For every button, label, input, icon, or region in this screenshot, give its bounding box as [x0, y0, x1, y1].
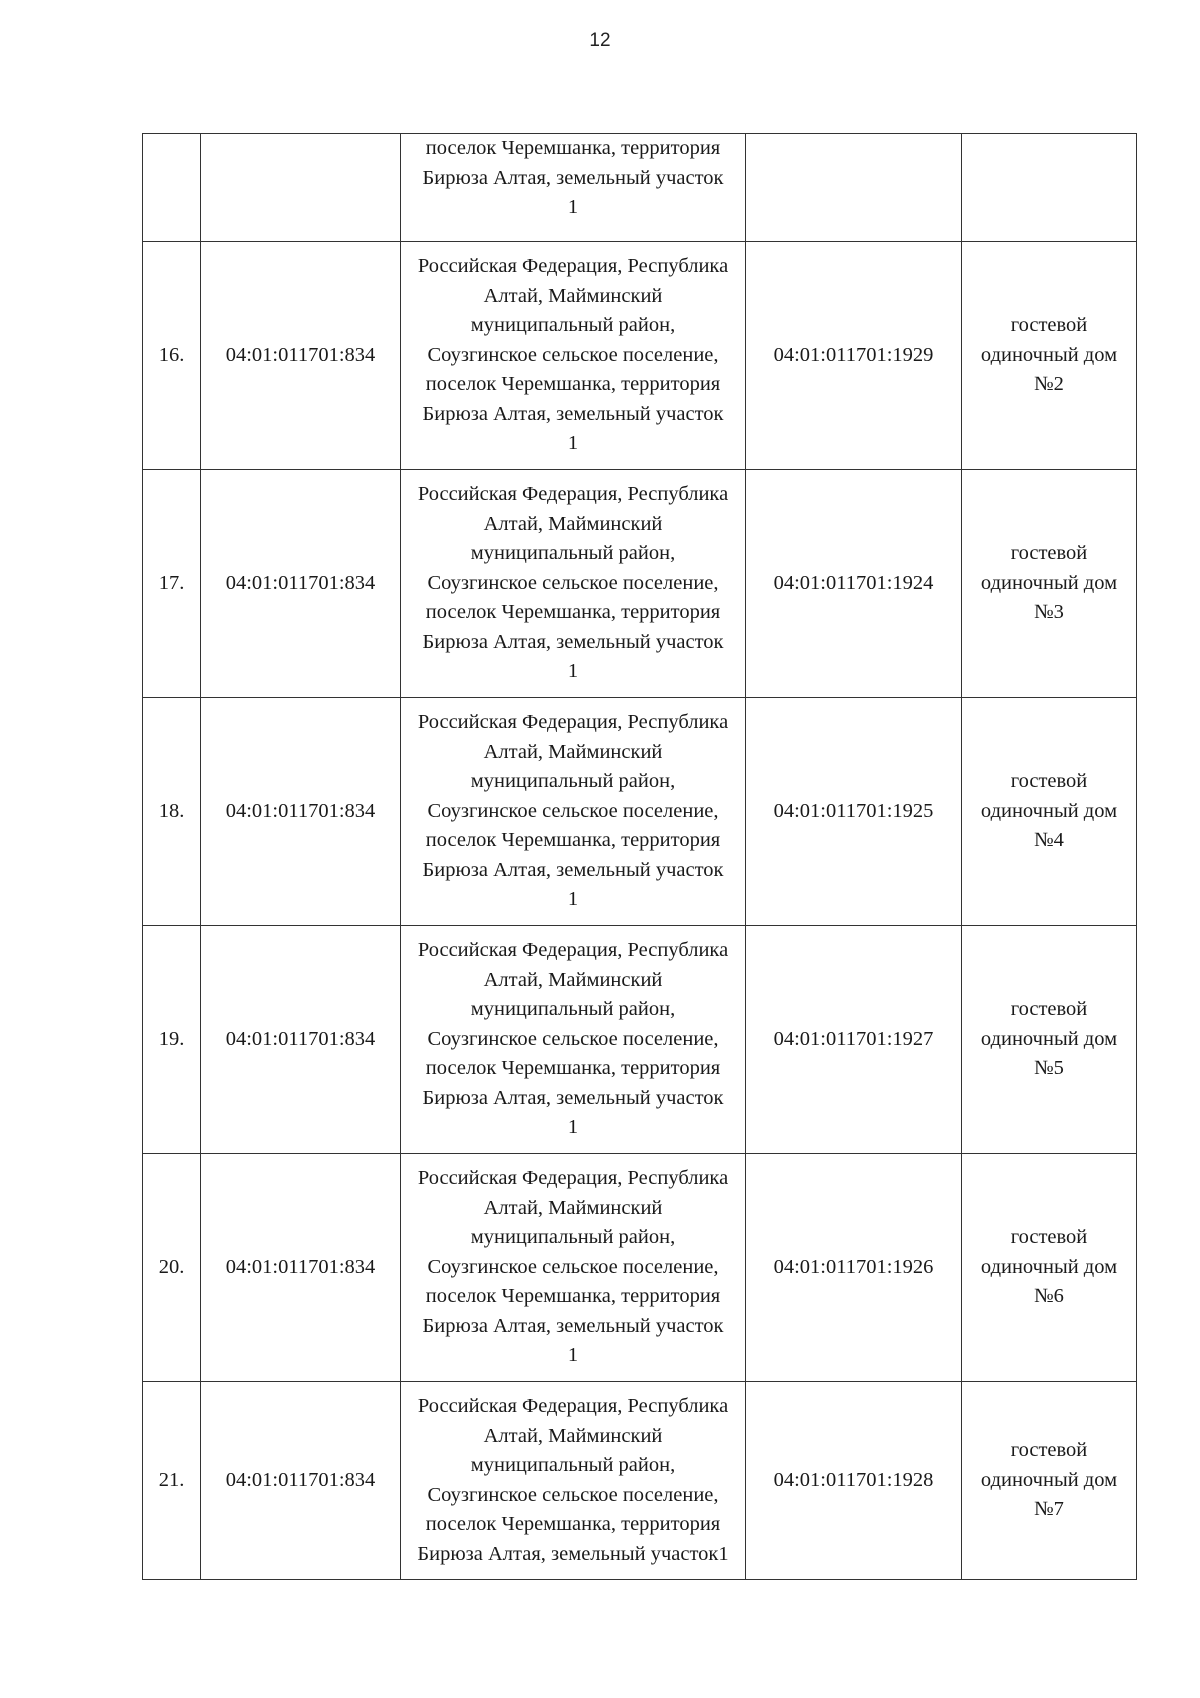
address-line: муниципальный район,: [470, 1226, 676, 1249]
address-line: поселок Черемшанка, территория: [425, 829, 721, 852]
object-name-cell: [962, 698, 1137, 926]
address-line: Российская Федерация, Республика: [417, 483, 729, 506]
address-line: муниципальный район,: [470, 314, 676, 337]
address-line: муниципальный район,: [470, 1454, 676, 1476]
object-name-cell: [962, 1382, 1137, 1580]
address-line: Алтай, Майминский: [483, 740, 663, 763]
registry-table-body: [143, 134, 1137, 1580]
row-number-cell: [143, 134, 201, 242]
object-name-line: №7: [1034, 1498, 1064, 1521]
address-cell: [401, 698, 746, 926]
table-row: [143, 926, 1137, 1154]
object-name-cell: [962, 242, 1137, 470]
address-line: поселок Черемшанка, территория: [425, 601, 721, 624]
row-number-cell: 16.: [143, 242, 201, 470]
building-number-cell: 04:01:011701:1928: [746, 1382, 962, 1580]
object-name-line: №6: [1034, 1285, 1064, 1308]
object-name-line: гостевой: [1010, 770, 1088, 793]
address-line: муниципальный район,: [470, 998, 676, 1021]
parcel-number-cell: [201, 134, 401, 242]
building-number-cell: 04:01:011701:1924: [746, 470, 962, 698]
object-name-line: одиночный дом: [980, 343, 1118, 366]
address-line: Российская Федерация, Республика: [417, 1395, 729, 1417]
address-line: поселок Черемшанка, территория: [425, 1057, 721, 1080]
address-line: Российская Федерация, Республика: [417, 255, 729, 278]
object-name-line: гостевой: [1010, 542, 1088, 565]
object-name-cell: [962, 470, 1137, 698]
table-row: [143, 698, 1137, 926]
object-name-line: №3: [1034, 601, 1064, 624]
address-line: Российская Федерация, Республика: [417, 939, 729, 962]
address-line: 1: [567, 432, 579, 455]
object-name-line: одиночный дом: [980, 1468, 1118, 1491]
address-line: Соузгинское сельское поселение,: [427, 1255, 719, 1278]
address-line: 1: [567, 660, 579, 683]
row-number-cell: 18.: [143, 698, 201, 926]
object-name-line: №2: [1034, 373, 1064, 396]
address-line: Российская Федерация, Республика: [417, 1167, 729, 1190]
address-cell: [401, 134, 746, 242]
object-name-line: одиночный дом: [980, 571, 1118, 594]
parcel-number-cell: 04:01:011701:834: [201, 242, 401, 470]
row-number-cell: 17.: [143, 470, 201, 698]
object-name-line: одиночный дом: [980, 1027, 1118, 1050]
object-name-line: №5: [1034, 1057, 1064, 1080]
table-row: [143, 470, 1137, 698]
address-cell: [401, 1382, 746, 1580]
object-name-line: гостевой: [1010, 1439, 1088, 1462]
address-line: Российская Федерация, Республика: [417, 711, 729, 734]
address-line: Алтай, Майминский: [483, 968, 663, 991]
address-line: муниципальный район,: [470, 542, 676, 565]
address-line: 1: [567, 1116, 579, 1139]
building-number-cell: 04:01:011701:1926: [746, 1154, 962, 1382]
address-cell: [401, 470, 746, 698]
address-line: Бирюза Алтая, земельный участок: [422, 1314, 724, 1337]
table-row: [143, 242, 1137, 470]
address-line: Соузгинское сельское поселение,: [427, 799, 719, 822]
address-line: муниципальный район,: [470, 770, 676, 793]
object-name-line: одиночный дом: [980, 799, 1118, 822]
address-line: Алтай, Майминский: [483, 1424, 663, 1447]
object-name-line: гостевой: [1010, 998, 1088, 1021]
address-line: Алтай, Майминский: [483, 1196, 663, 1219]
row-number-cell: 19.: [143, 926, 201, 1154]
building-number-cell: 04:01:011701:1929: [746, 242, 962, 470]
object-name-line: одиночный дом: [980, 1255, 1118, 1278]
address-line: Соузгинское сельское поселение,: [427, 1483, 719, 1506]
address-line: Бирюза Алтая, земельный участок: [422, 1086, 724, 1109]
address-line: 1: [567, 888, 579, 911]
object-name-cell: [962, 134, 1137, 242]
table-row: [143, 1154, 1137, 1382]
parcel-number-cell: 04:01:011701:834: [201, 698, 401, 926]
table-row: [143, 1382, 1137, 1580]
address-line: Бирюза Алтая, земельный участок: [422, 858, 724, 881]
table-row-continued: [143, 134, 1137, 242]
address-line: Соузгинское сельское поселение,: [427, 571, 719, 594]
parcel-number-cell: 04:01:011701:834: [201, 470, 401, 698]
building-number-cell: 04:01:011701:1925: [746, 698, 962, 926]
row-number-cell: 20.: [143, 1154, 201, 1382]
address-line: 1: [567, 196, 579, 218]
address-line: поселок Черемшанка, территория: [425, 137, 721, 159]
address-line: Бирюза Алтая, земельный участок: [422, 630, 724, 653]
address-line: поселок Черемшанка, территория: [425, 1513, 721, 1535]
object-name-cell: [962, 1154, 1137, 1382]
address-line: Бирюза Алтая, земельный участок: [422, 402, 724, 425]
object-name-line: гостевой: [1010, 1226, 1088, 1249]
address-cell: [401, 242, 746, 470]
parcel-number-cell: 04:01:011701:834: [201, 1154, 401, 1382]
address-line: поселок Черемшанка, территория: [425, 1285, 721, 1308]
row-number-cell: 21.: [143, 1382, 201, 1580]
page-number: 12: [589, 30, 611, 51]
address-cell: [401, 926, 746, 1154]
object-name-cell: [962, 926, 1137, 1154]
building-number-cell: [746, 134, 962, 242]
address-line: Алтай, Майминский: [483, 512, 663, 535]
address-cell: [401, 1154, 746, 1382]
address-line: Соузгинское сельское поселение,: [427, 343, 719, 366]
registry-table: [142, 133, 1137, 1580]
address-line: Бирюза Алтая, земельный участок: [422, 166, 724, 189]
parcel-number-cell: 04:01:011701:834: [201, 1382, 401, 1580]
address-line: Бирюза Алтая, земельный участок1: [417, 1542, 729, 1565]
address-line: поселок Черемшанка, территория: [425, 373, 721, 396]
parcel-number-cell: 04:01:011701:834: [201, 926, 401, 1154]
address-line: 1: [567, 1344, 579, 1367]
object-name-line: №4: [1034, 829, 1064, 852]
building-number-cell: 04:01:011701:1927: [746, 926, 962, 1154]
address-line: Соузгинское сельское поселение,: [427, 1027, 719, 1050]
object-name-line: гостевой: [1010, 314, 1088, 337]
address-line: Алтай, Майминский: [483, 284, 663, 307]
